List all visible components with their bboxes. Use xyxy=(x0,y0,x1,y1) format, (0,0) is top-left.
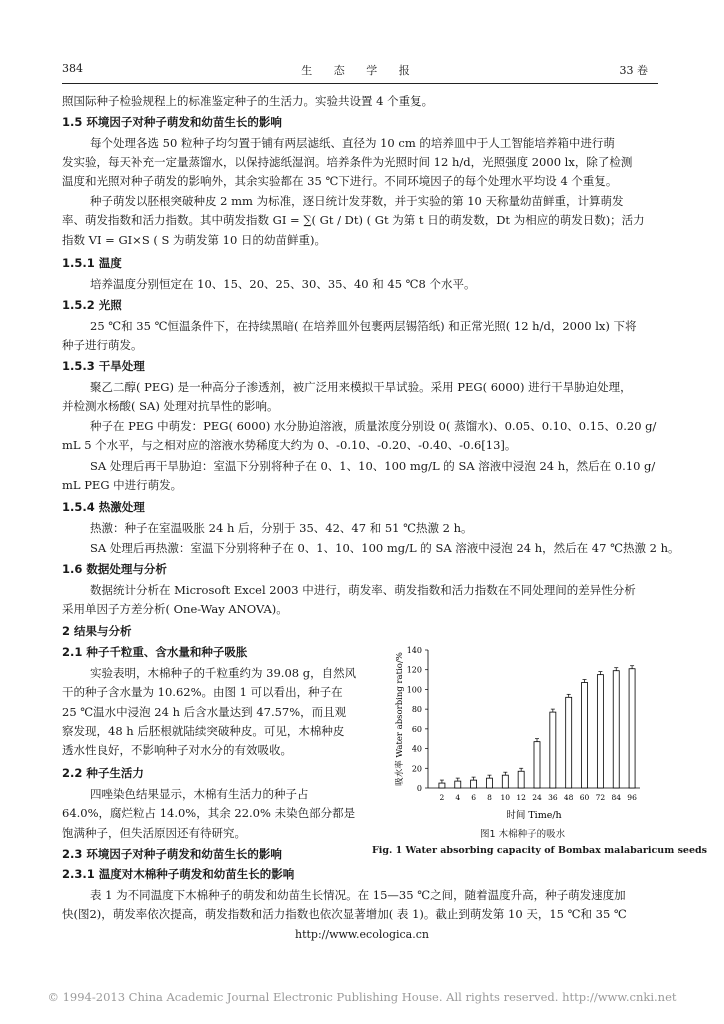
y-tick-label: 120 xyxy=(406,665,422,675)
x-tick-label: 6 xyxy=(471,793,477,802)
x-axis-title: 时间 Time/h xyxy=(506,810,562,821)
data-bar xyxy=(566,697,572,788)
section-heading: 1.6 数据处理与分析 xyxy=(62,562,167,576)
x-tick-label: 84 xyxy=(611,793,622,802)
text-line: 透水性良好，不影响种子对水分的有效吸收。 xyxy=(62,743,292,757)
data-bar xyxy=(534,742,540,788)
volume-label: 33 卷 xyxy=(619,64,648,77)
x-tick-label: 8 xyxy=(487,793,492,802)
water-absorption-chart xyxy=(372,640,652,830)
section-heading: 2 结果与分析 xyxy=(62,624,132,638)
section-heading: 2.1 种子千粒重、含水量和种子吸胀 xyxy=(62,645,248,659)
text-line: 指数 VI = GI×S ( S 为萌发第 10 日的幼苗鲜重)。 xyxy=(62,233,326,247)
y-tick-label: 0 xyxy=(416,784,422,793)
x-tick-label: 48 xyxy=(563,793,574,802)
y-tick-label: 60 xyxy=(411,724,422,734)
section-heading: 1.5 环境因子对种子萌发和幼苗生长的影响 xyxy=(62,115,282,129)
x-tick-label: 12 xyxy=(516,793,526,802)
text-line: 热激：种子在室温吸胀 24 h 后，分别于 35、42、47 和 51 ℃热激 2 h。 xyxy=(90,521,473,535)
section-heading: 1.5.3 干旱处理 xyxy=(62,359,145,373)
data-bar xyxy=(471,780,477,788)
page-number: 384 xyxy=(62,62,83,75)
y-tick-label: 100 xyxy=(406,685,422,695)
text-line: 实验表明，木棉种子的千粒重约为 39.08 g，自然风 xyxy=(90,666,357,680)
figure-caption-cn: 图1 木棉种子的吸水 xyxy=(480,829,566,840)
journal-url[interactable]: http://www.ecologica.cn xyxy=(295,928,429,941)
text-line: 温度和光照对种子萌发的影响外，其余实验都在 35 ℃下进行。不同环境因子的每个处理水平均设 4 个重复。 xyxy=(62,174,618,188)
text-line: 种子萌发以胚根突破种皮 2 mm 为标准，逐日统计发芽数，并于实验的第 10 天称量幼苗鲜重，计算萌发 xyxy=(90,194,624,208)
x-tick-label: 2 xyxy=(439,793,445,802)
x-tick-label: 4 xyxy=(455,793,461,802)
x-tick-label: 60 xyxy=(579,793,590,802)
text-line: SA 处理后再热激：室温下分别将种子在 0、1、10、100 mg/L 的 SA 溶液中浸泡 24 h，然后在 47 ℃热激 2 h。 xyxy=(90,541,680,555)
text-line: 采用单因子方差分析( One-Way ANOVA)。 xyxy=(62,602,288,616)
text-line: 发实验，每天补充一定量蒸馏水，以保持滤纸湿润。培养条件为光照时间 12 h/d，光照强度 2000 lx，除了检测 xyxy=(62,155,633,169)
text-line: 每个处理各选 50 粒种子均匀置于铺有两层滤纸、直径为 10 cm 的培养皿中于人工智能培养箱中进行萌 xyxy=(90,136,615,150)
text-line: 干的种子含水量为 10.62%。由图 1 可以看出，种子在 xyxy=(62,685,343,699)
data-bar xyxy=(597,675,603,788)
figure-caption-en: Fig. 1 Water absorbing capacity of Bombax malabaricum seeds xyxy=(372,845,707,856)
text-line: 种子进行萌发。 xyxy=(62,338,143,352)
data-bar xyxy=(629,669,635,788)
header-rule xyxy=(62,83,658,84)
data-bar xyxy=(439,783,445,788)
data-bar xyxy=(613,671,619,788)
section-heading: 2.3.1 温度对木棉种子萌发和幼苗生长的影响 xyxy=(62,867,295,881)
y-tick-label: 140 xyxy=(406,646,422,655)
section-heading: 2.3 环境因子对种子萌发和幼苗生长的影响 xyxy=(62,847,282,861)
section-heading: 1.5.2 光照 xyxy=(62,298,122,312)
data-bar xyxy=(486,778,492,788)
text-line: 25 ℃和 35 ℃恒温条件下，在持续黑暗( 在培养皿外包裹两层锡箔纸) 和正常光照( 12 h/d，2000 lx) 下将 xyxy=(90,319,637,333)
section-heading: 1.5.4 热激处理 xyxy=(62,500,145,514)
text-line: 64.0%，腐烂粒占 14.0%，其余 22.0% 未染色部分都是 xyxy=(62,806,356,820)
x-tick-label: 36 xyxy=(548,793,558,802)
copyright-notice: © 1994-2013 China Academic Journal Electronic Publishing House. All rights reserved. http://www.cnki.net xyxy=(47,990,677,1004)
y-tick-label: 40 xyxy=(411,744,422,754)
text-line: mL 5 个水平，与之相对应的溶液水势稀度大约为 0、-0.10、-0.20、-0.40、-0.6[13]。 xyxy=(62,438,517,452)
y-tick-label: 20 xyxy=(411,764,422,774)
x-tick-label: 24 xyxy=(532,793,542,802)
text-line: 25 ℃温水中浸泡 24 h 后含水量达到 47.57%，而且观 xyxy=(62,705,347,719)
data-bar xyxy=(550,712,556,788)
text-line: 快(图2)，萌发率依次提高，萌发指数和活力指数也依次显著增加( 表 1)。截止到萌发第 10 天，15 ℃和 35 ℃ xyxy=(62,907,627,921)
data-bar xyxy=(582,683,588,788)
section-heading: 1.5.1 温度 xyxy=(62,256,122,270)
y-tick-label: 80 xyxy=(411,705,422,715)
text-line: 表 1 为不同温度下木棉种子的萌发和幼苗生长情况。在 15—35 ℃之间，随着温度升高，种子萌发速度加 xyxy=(90,888,626,902)
text-line: 种子在 PEG 中萌发：PEG( 6000) 水分胁迫溶液，质量浓度分别设 0( 蒸馏水)、0.05、0.10、0.15、0.20 g/ xyxy=(90,419,657,433)
text-line: 饱满种子，但失活原因还有待研究。 xyxy=(62,826,246,840)
text-line: 培养温度分别恒定在 10、15、20、25、30、35、40 和 45 ℃8 个水平。 xyxy=(90,277,476,291)
data-bar xyxy=(518,771,524,788)
x-tick-label: 10 xyxy=(500,793,511,802)
text-line: 率、萌发指数和活力指数。其中萌发指数 GI = ∑( Gt / Dt) ( Gt 为第 t 日的萌发数，Dt 为相应的萌发日数)；活力 xyxy=(62,213,645,227)
text-line: mL PEG 中进行萌发。 xyxy=(62,478,183,492)
text-line: 四唑染色结果显示，木棉有生活力的种子占 xyxy=(90,787,309,801)
y-axis-title: 吸水率 Water absorbing ratio/% xyxy=(395,652,405,786)
text-line: 照国际种子检验规程上的标准鉴定种子的生活力。实验共设置 4 个重复。 xyxy=(62,94,434,108)
section-heading: 2.2 种子生活力 xyxy=(62,766,144,780)
x-tick-label: 72 xyxy=(595,793,606,802)
chart-plot xyxy=(394,646,640,821)
text-line: 并检测水杨酸( SA) 处理对抗旱性的影响。 xyxy=(62,399,279,413)
data-bar xyxy=(455,781,461,788)
journal-title: 生 态 学 报 xyxy=(301,64,419,77)
data-bar xyxy=(502,775,508,788)
text-line: 数据统计分析在 Microsoft Excel 2003 中进行，萌发率、萌发指数和活力指数在不同处理间的差异性分析 xyxy=(90,583,636,597)
text-line: 聚乙二醇( PEG) 是一种高分子渗透剂，被广泛用来模拟干旱试验。采用 PEG( 6000) 进行干旱胁迫处理， xyxy=(90,380,632,394)
text-line: 察发现，48 h 后胚根就陆续突破种皮。可见，木棉种皮 xyxy=(62,724,345,738)
text-line: SA 处理后再干旱胁迫：室温下分别将种子在 0、1、10、100 mg/L 的 SA 溶液中浸泡 24 h，然后在 0.10 g/ xyxy=(90,459,656,473)
x-tick-label: 96 xyxy=(627,793,637,802)
